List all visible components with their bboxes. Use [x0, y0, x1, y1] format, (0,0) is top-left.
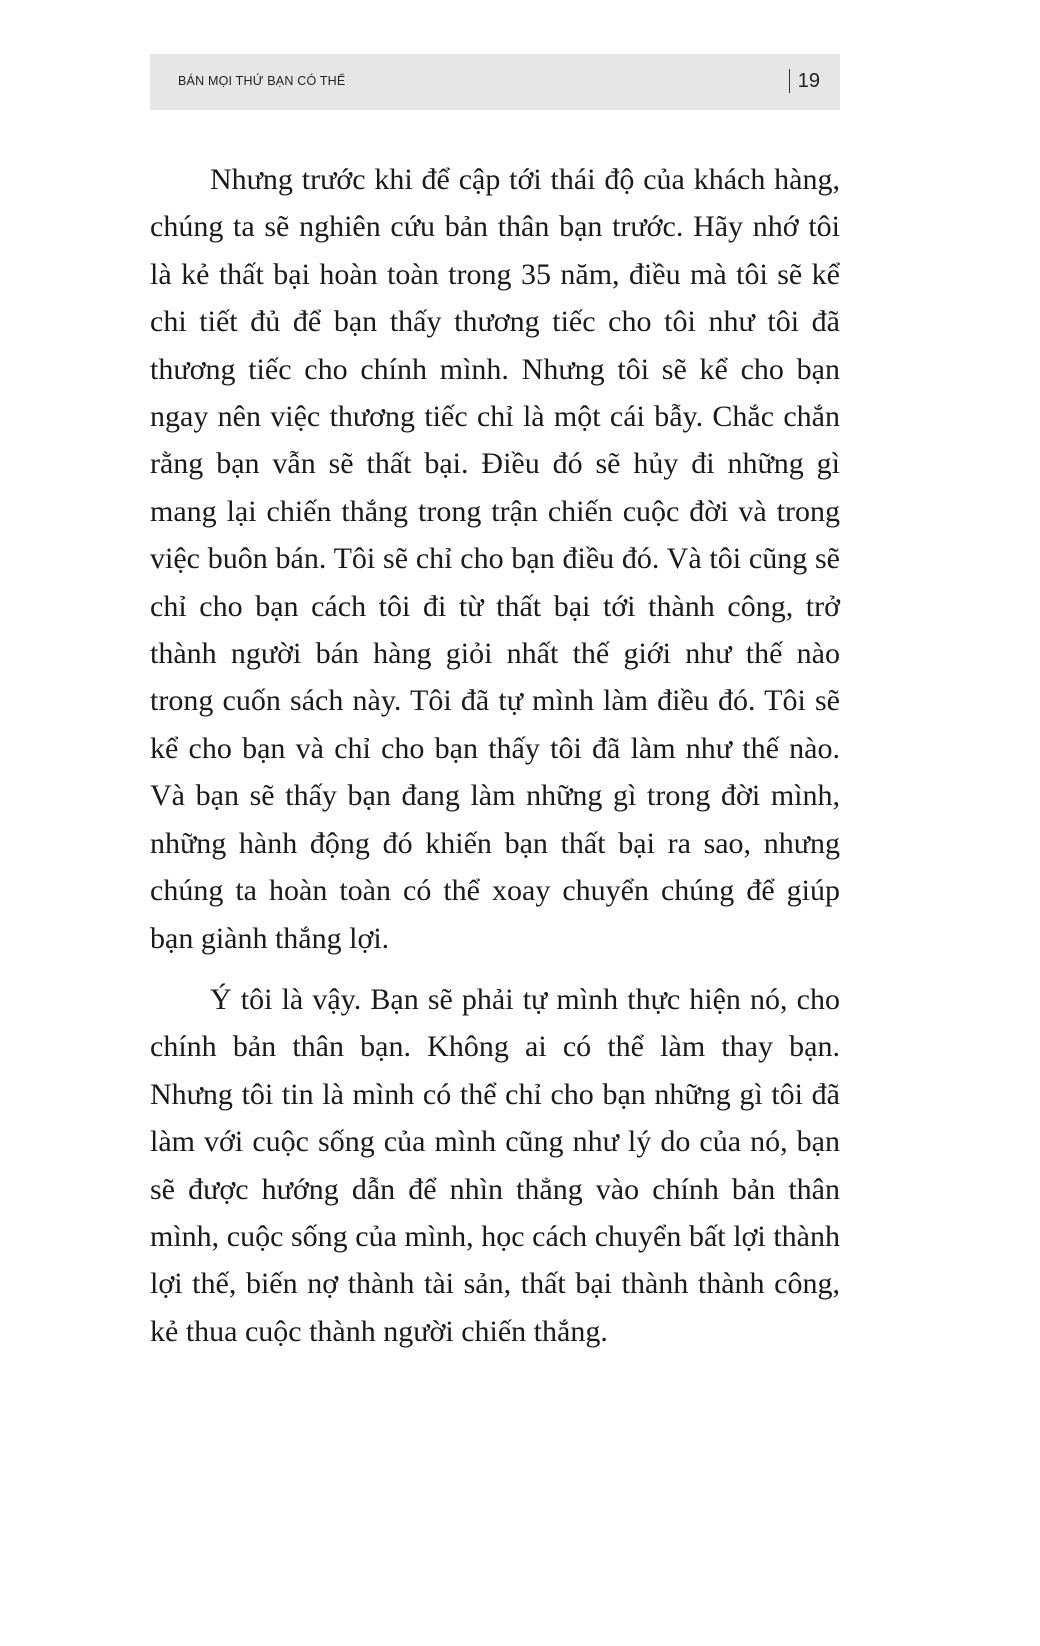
running-header: [150, 54, 840, 110]
page-number: 19: [797, 70, 820, 92]
paragraph-2: Ý tôi là vậy. Bạn sẽ phải tự mình thực hiện nó, cho chính bản thân bạn. Không ai có thể làm thay bạn. Nhưng tôi tin là mình có thể chỉ cho bạn những gì tôi đã làm với cuộc sống của mình cũng như lý do của nó, bạn sẽ được hướng dẫn để nhìn thẳng vào chính bản thân mình, cuộc sống của mình, học cách chuyển bất lợi thành lợi thế, biến nợ thành tài sản, thất bại thành thành công, kẻ thua cuộc thành người chiến thắng.: [150, 982, 840, 1348]
body-text: [150, 156, 840, 1369]
page-number-block: [789, 68, 820, 94]
page-number-divider: [789, 69, 790, 93]
paragraph-1: Nhưng trước khi để cập tới thái độ của khách hàng, chúng ta sẽ nghiên cứu bản thân bạn trước. Hãy nhớ tôi là kẻ thất bại hoàn toàn trong 35 năm, điều mà tôi sẽ kể chi tiết đủ để bạn thấy thương tiếc cho tôi như tôi đã thương tiếc cho chính mình. Nhưng tôi sẽ kể cho bạn ngay nên việc thương tiếc chỉ là một cái bẫy. Chắc chắn rằng bạn vẫn sẽ thất bại. Điều đó sẽ hủy đi những gì mang lại chiến thắng trong trận chiến cuộc đời và trong việc buôn bán. Tôi sẽ chỉ cho bạn điều đó. Và tôi cũng sẽ chỉ cho bạn cách tôi đi từ thất bại tới thành công, trở thành người bán hàng giỏi nhất thế giới như thế nào trong cuốn sách này. Tôi đã tự mình làm điều đó. Tôi sẽ kể cho bạn và chỉ cho bạn thấy tôi đã làm như thế nào. Và bạn sẽ thấy bạn đang làm những gì trong đời mình, những hành động đó khiến bạn thất bại ra sao, nhưng chúng ta hoàn toàn có thể xoay chuyển chúng để giúp bạn giành thắng lợi.: [150, 163, 840, 955]
running-title: BÁN MỌI THỨ BẠN CÓ THỂ: [178, 74, 346, 88]
